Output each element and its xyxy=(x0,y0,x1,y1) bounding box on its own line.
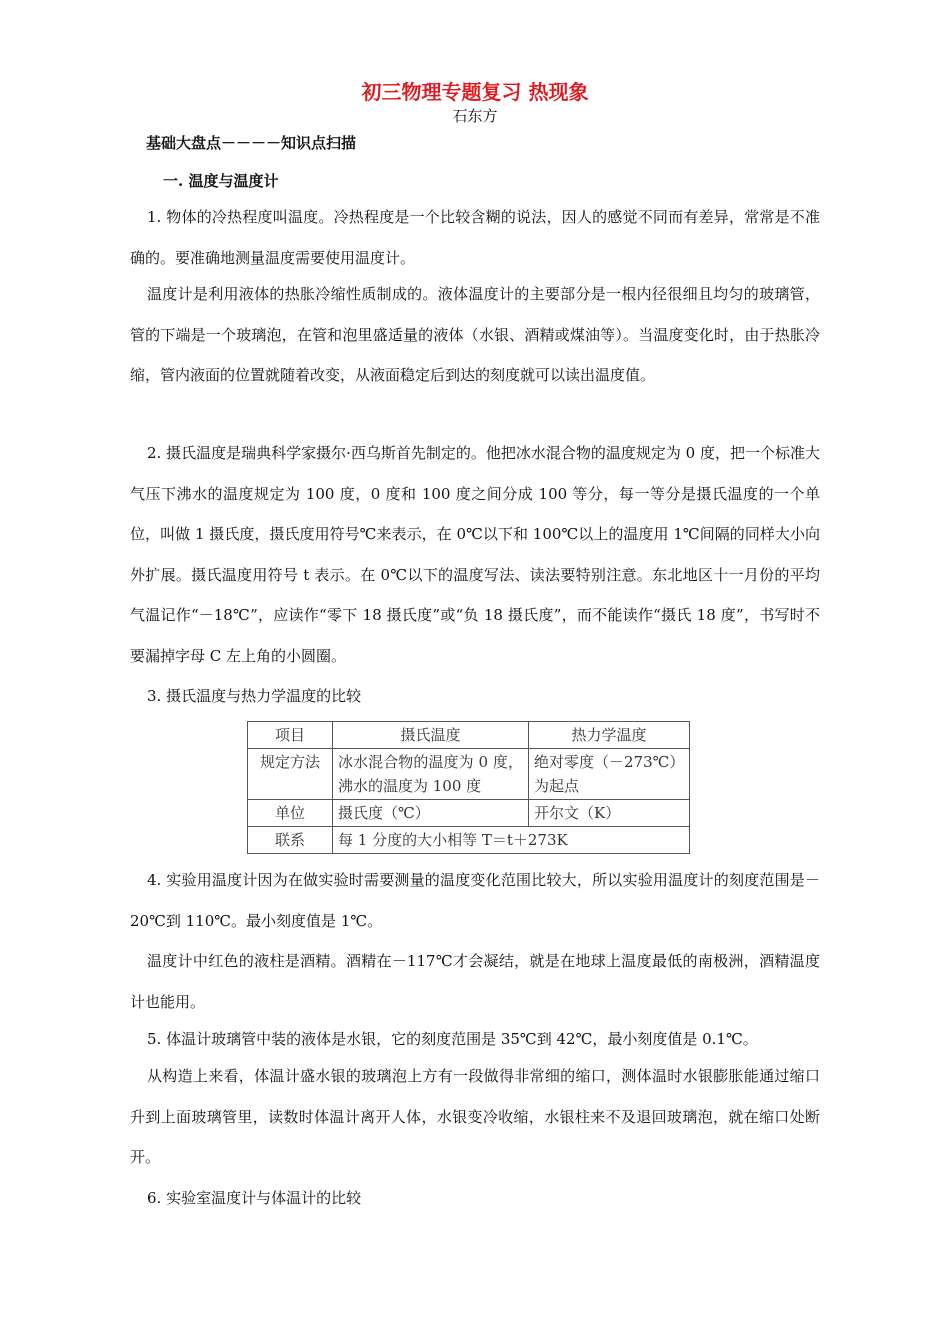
table-row xyxy=(248,749,690,800)
table-cell: 绝对零度（－273℃）为起点 xyxy=(529,749,690,800)
document-title: 初三物理专题复习 热现象 xyxy=(361,80,589,104)
section-heading: 基础大盘点－－－－知识点扫描 xyxy=(146,134,357,152)
table-row xyxy=(248,800,690,827)
table-row xyxy=(248,827,690,854)
paragraph-2: 温度计是利用液体的热胀冷缩性质制成的。液体温度计的主要部分是一根内径很细且均匀的玻璃管，管的下端是一个玻璃泡，在管和泡里盛适量的液体（水银、酒精或煤油等）。当温度变化时，由于热胀冷缩，管内液面的位置就随着改变，从液面稳定后到达的刻度就可以读出温度值。 xyxy=(130,285,820,384)
table-cell: 每 1 分度的大小相等 T＝t＋273K xyxy=(333,827,690,854)
table-cell: 开尔文（K） xyxy=(529,800,690,827)
table-header-cell: 项目 xyxy=(248,722,333,749)
table-header-cell: 摄氏温度 xyxy=(333,722,529,749)
paragraph-6: 温度计中红色的液柱是酒精。酒精在－117℃才会凝结，就是在地球上温度最低的南极洲，酒精温度计也能用。 xyxy=(130,952,820,1011)
paragraph-7: 5. 体温计玻璃管中装的液体是水银，它的刻度范围是 35℃到 42℃，最小刻度值是 0.1℃。 xyxy=(147,1030,758,1048)
table-cell: 冰水混合物的温度为 0 度，沸水的温度为 100 度 xyxy=(333,749,529,800)
paragraph-4: 3. 摄氏温度与热力学温度的比较 xyxy=(147,687,362,705)
paragraph-3: 2. 摄氏温度是瑞典科学家摄尔·西乌斯首先制定的。他把冰水混合物的温度规定为 0 度，把一个标准大气压下沸水的温度规定为 100 度，0 度和 100 度之间分成 100 等分，每一等分是摄氏温度的一个单位，叫做 1 摄氏度，摄氏度用符号℃来表示，在 0℃以下和 100℃以上的温度用 1℃间隔的同样大小向外扩展。摄氏温度用符号 t 表示。在 0℃以下的温度写法、读法要特别注意。东北地区十一月份的平均气温记作“－18℃”，应读作“零下 18 摄氏度”或“负 18 摄氏度”，而不能读作“摄氏 18 度”，书写时不要漏掉字母 C 左上角的小圆圈。 xyxy=(130,444,820,665)
author-name: 石东方 xyxy=(452,107,498,125)
temperature-comparison-table xyxy=(247,721,690,854)
table-cell: 联系 xyxy=(248,827,333,854)
paragraph-1: 1. 物体的冷热程度叫温度。冷热程度是一个比较含糊的说法，因人的感觉不同而有差异，常常是不准确的。要准确地测量温度需要使用温度计。 xyxy=(130,208,820,267)
table-cell: 规定方法 xyxy=(248,749,333,800)
table-header-row xyxy=(248,722,690,749)
table-cell: 单位 xyxy=(248,800,333,827)
table-header-cell: 热力学温度 xyxy=(529,722,690,749)
paragraph-5: 4. 实验用温度计因为在做实验时需要测量的温度变化范围比较大，所以实验用温度计的刻度范围是－20℃到 110℃。最小刻度值是 1℃。 xyxy=(130,871,820,930)
paragraph-8: 从构造上来看，体温计盛水银的玻璃泡上方有一段做得非常细的缩口，测体温时水银膨胀能通过缩口升到上面玻璃管里，读数时体温计离开人体，水银变冷收缩，水银柱来不及退回玻璃泡，就在缩口处断开。 xyxy=(130,1067,820,1166)
subsection-heading: 一. 温度与温度计 xyxy=(163,172,279,190)
paragraph-9: 6. 实验室温度计与体温计的比较 xyxy=(147,1189,362,1207)
table-cell: 摄氏度（℃） xyxy=(333,800,529,827)
